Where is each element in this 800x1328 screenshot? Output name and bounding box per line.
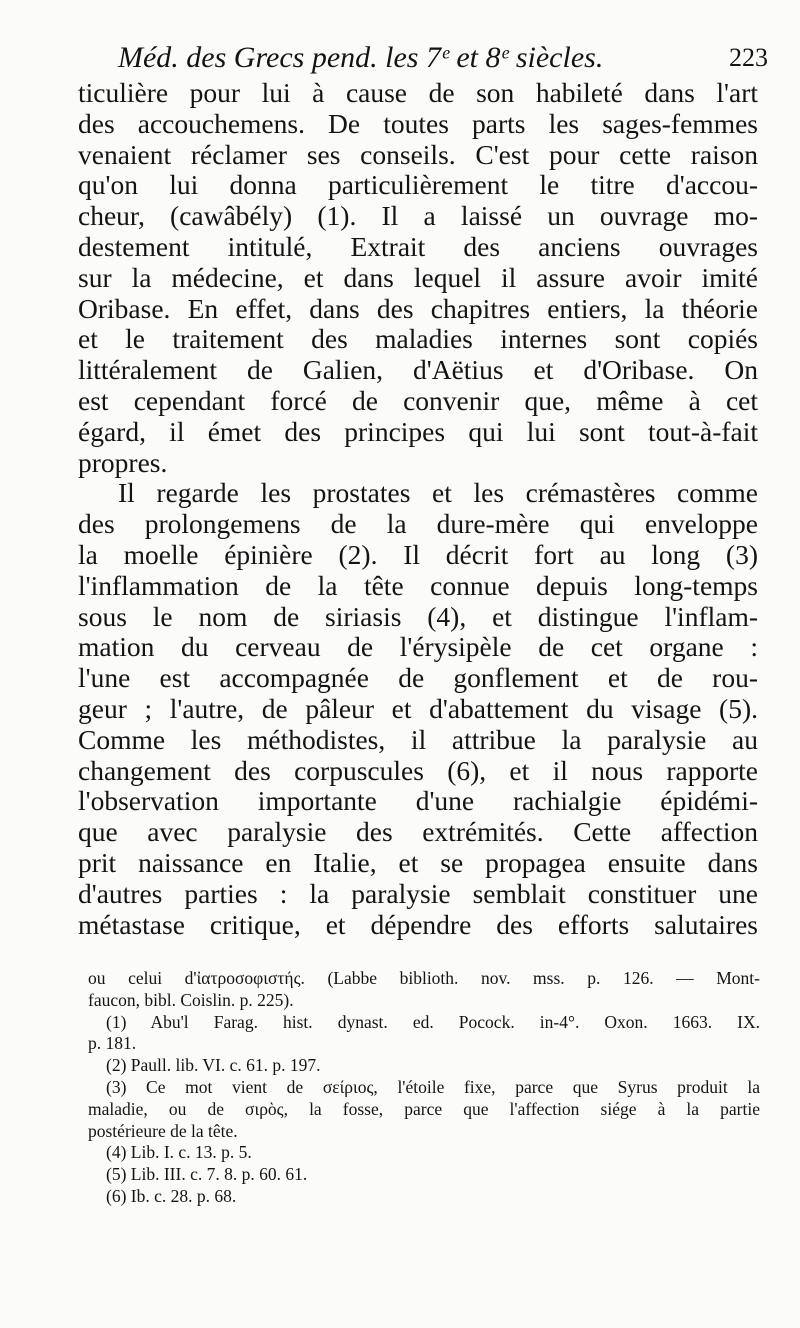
text-line: l'observation importante d'une rachialgie épidémi- [78,785,758,817]
footnote-line: postérieure de la tête. [88,1120,238,1141]
text-line: qu'on lui donna particulièrement le titre d'accou- [78,169,758,201]
text-line: Comme les méthodistes, il attribue la paralysie au [78,723,758,755]
footnote-line: p. 181. [88,1033,137,1054]
page-header [118,38,768,78]
text-line: métastase critique, et dépendre des efforts salutaires [78,908,758,940]
text-line: la moelle épinière (2). Il décrit fort au long (3) [78,538,758,570]
text-line: ticulière pour lui à cause de son habileté dans l'art [78,77,758,108]
text-line: que avec paralysie des extrémités. Cette affection [78,816,758,848]
text-line: des accouchemens. De toutes parts les sages-femmes [78,107,758,139]
footnote-line: faucon, bibl. Coislin. p. 225). [88,989,294,1010]
footnote-2: (2) Paull. lib. VI. c. 61. p. 197. [106,1055,321,1076]
paragraph-start-line: Il regarde les prostates et les crémastères comme [118,477,758,509]
text-line: Oribase. En effet, dans des chapitres entiers, la théorie [78,292,758,324]
footnote-line: ou celui d'ἰατροσοφιστής. (Labbe biblioth. nov. mss. p. 126. — Mont- [88,968,760,988]
text-line: littéralement de Galien, d'Aëtius et d'Oribase. On [78,354,758,386]
footnote-6: (6) Ib. c. 28. p. 68. [106,1185,237,1206]
text-line: cheur, (cawâbély) (1). Il a laissé un ouvrage mo- [78,200,758,232]
text-line: sous le nom de siriasis (4), et distingue l'inflam- [78,600,758,632]
footnote-1: (1) Abu'l Farag. hist. dynast. ed. Pocock. in-4°. Oxon. 1663. IX. [106,1011,760,1032]
text-line: des prolongemens de la dure-mère qui enveloppe [78,508,758,540]
text-line: et le traitement des maladies internes sont copiés [78,323,758,355]
page-number: 223 [729,43,768,72]
text-line: changement des corpuscules (6), et il nous rapporte [78,754,758,786]
main-text [78,78,758,940]
text-line: est cependant forcé de convenir que, même à cet [78,384,758,416]
text-line: égard, il émet des principes qui lui sont tout-à-fait [78,415,758,447]
footnote-3: (3) Ce mot vient de σείριος, l'étoile fixe, parce que Syrus produit la [106,1076,760,1097]
text-line: mation du cerveau de l'érysipèle de cet organe : [78,631,758,663]
footnote-5: (5) Lib. III. c. 7. 8. p. 60. 61. [106,1164,308,1185]
text-line: venaient réclamer ses conseils. C'est pour cette raison [78,138,758,170]
text-line: l'inflammation de la tête connue depuis long-temps [78,569,758,601]
footnote-line: maladie, ou de σιρὸς, la fosse, parce que l'affection siége à la partie [88,1098,760,1119]
text-line: l'une est accompagnée de gonflement et de rou- [78,662,758,694]
paragraph-end-line: propres. [78,446,168,478]
footnotes [88,968,760,1208]
text-line: destement intitulé, Extrait des anciens ouvrages [78,230,758,262]
text-line: sur la médecine, et dans lequel il assure avoir imité [78,261,758,293]
text-line: prit naissance en Italie, et se propagea ensuite dans [78,846,758,878]
running-title: Méd. des Grecs pend. les 7ᵉ et 8ᵉ siècles. [118,41,604,74]
footnote-4: (4) Lib. I. c. 13. p. 5. [106,1142,252,1163]
text-line: geur ; l'autre, de pâleur et d'abattement du visage (5). [78,692,758,724]
text-line: d'autres parties : la paralysie semblait constituer une [78,877,758,909]
